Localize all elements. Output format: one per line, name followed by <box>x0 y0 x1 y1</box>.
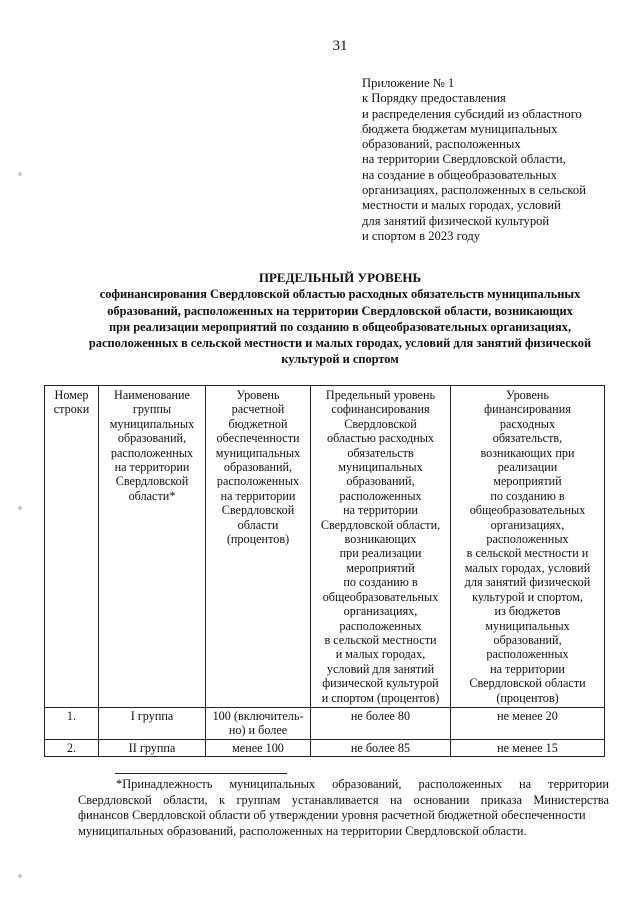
row-number: 2. <box>45 739 99 756</box>
header-line: для занятий физической <box>464 575 591 590</box>
group-name: I группа <box>99 707 206 739</box>
header-line: на территории <box>490 661 565 676</box>
document-title <box>30 270 640 368</box>
header-line: области* <box>128 488 176 503</box>
appendix-line: и спортом в 2023 году <box>362 228 481 243</box>
header-budget-level <box>206 386 311 708</box>
budget-level-line: но) и более <box>228 723 288 738</box>
scan-punch-mark <box>18 172 22 176</box>
header-line: расположенных <box>339 488 422 503</box>
header-line: малых городах, условий <box>464 560 591 575</box>
appendix-line: и распределения субсидий из областного <box>362 106 582 121</box>
title-line: при реализации мероприятий по созданию в общеобразовательных организациях, <box>108 319 572 334</box>
header-line: физической культурой <box>322 676 439 691</box>
header-line: расположенных <box>339 618 422 633</box>
header-min-municipal-financing <box>451 386 605 708</box>
header-line: при реализации <box>339 546 422 561</box>
appendix-reference <box>362 76 632 244</box>
header-line: образований, <box>223 460 293 475</box>
header-line: мероприятий <box>346 560 415 575</box>
table-header-row <box>45 386 605 708</box>
header-max-cofinancing <box>311 386 451 708</box>
header-line: Свердловской <box>115 474 189 489</box>
appendix-line: организациях, расположенных в сельской <box>362 183 586 198</box>
header-line: возникающих <box>344 532 417 547</box>
header-line: областью расходных <box>326 431 435 446</box>
header-line: софинансирования <box>331 402 430 417</box>
page-number: 31 <box>332 38 348 54</box>
header-line: строки <box>53 402 90 417</box>
header-line: расположенных <box>110 445 194 460</box>
appendix-line: Приложение № 1 <box>362 76 455 90</box>
header-line: Номер <box>54 388 89 402</box>
header-line: Предельный уровень <box>325 388 436 402</box>
header-line: на территории <box>220 488 296 503</box>
header-line: и малых городах, <box>335 647 426 662</box>
header-line: в сельской местности <box>324 632 437 647</box>
header-line: Свердловской области, <box>320 517 441 532</box>
header-line: в сельской местности и <box>466 546 589 561</box>
footnote-line: *Принадлежность муниципальных образований, расположенных на территории <box>116 777 609 791</box>
header-line: и спортом (процентов) <box>321 690 440 705</box>
header-line: расчетной <box>231 402 285 417</box>
header-line: (процентов) <box>496 690 559 705</box>
budget-level <box>206 739 311 756</box>
footnote-line: финансов Свердловской области об утверждении уровня расчетной бюджетной обеспеченности <box>78 808 586 823</box>
footnote-separator <box>115 773 287 774</box>
header-line: возникающих при <box>480 445 575 460</box>
header-line: муниципальных <box>215 445 301 460</box>
header-row-number <box>45 386 99 708</box>
title-line: софинансирования Свердловской областью расходных обязательств муниципальных <box>99 287 581 302</box>
budget-level-line: менее 100 <box>232 740 284 755</box>
header-line: Свердловской <box>221 503 295 518</box>
appendix-line: к Порядку предоставления <box>362 91 506 106</box>
min-municipal-financing: не менее 20 <box>451 707 605 739</box>
max-cofinancing: не более 85 <box>311 739 451 756</box>
title-line: культурой и спортом <box>281 352 399 367</box>
header-line: Уровень <box>506 388 549 402</box>
header-line: общеобразовательных <box>322 589 439 604</box>
footnote-line: Свердловской области, к группам устанавливается на основании приказа Министерства <box>78 792 609 807</box>
header-line: организациях, <box>343 604 418 619</box>
header-line: группы <box>132 402 172 417</box>
header-line: расходных <box>499 416 556 431</box>
header-line: расположенных <box>486 647 569 662</box>
table-row <box>45 707 605 739</box>
header-line: Уровень <box>236 388 280 402</box>
header-line: обязательств <box>347 445 414 460</box>
header-line: на территории <box>114 460 190 475</box>
budget-level <box>206 707 311 739</box>
appendix-line: для занятий физической культурой <box>362 213 550 228</box>
budget-level-line: 100 (включитель- <box>212 708 304 723</box>
header-line: на территории <box>343 503 418 518</box>
appendix-line: образований, расположенных <box>362 137 521 152</box>
header-line: по созданию в <box>343 575 418 590</box>
appendix-line: на территории Свердловской области, <box>362 152 566 167</box>
max-cofinancing: не более 80 <box>311 707 451 739</box>
footnote-line: муниципальных образований, расположенных на территории Свердловской области. <box>78 823 527 838</box>
header-line: из бюджетов <box>494 604 561 619</box>
header-group-name <box>99 386 206 708</box>
header-line: общеобразовательных <box>469 503 586 518</box>
header-line: расположенных <box>486 532 569 547</box>
table-row <box>45 739 605 756</box>
header-line: муниципальных <box>485 618 570 633</box>
appendix-line: местности и малых городах, условий <box>362 198 561 213</box>
header-line: муниципальных <box>109 416 195 431</box>
title-line: образований, расположенных на территории Свердловской области, возникающих <box>107 303 573 318</box>
cofinancing-levels-table <box>44 385 605 757</box>
group-name: II группа <box>99 739 206 756</box>
header-line: Наименование <box>114 388 190 402</box>
appendix-line: бюджета бюджетам муниципальных <box>362 121 558 136</box>
header-line: (процентов) <box>226 532 290 547</box>
header-line: финансирования <box>484 402 571 417</box>
header-line: обязательств, <box>492 431 563 446</box>
header-line: расположенных <box>216 474 300 489</box>
header-line: по созданию в <box>490 488 565 503</box>
header-line: культурой и спортом, <box>472 589 583 604</box>
min-municipal-financing: не менее 15 <box>451 739 605 756</box>
scan-punch-mark <box>18 506 22 510</box>
appendix-line: на создание в общеобразовательных <box>362 167 557 182</box>
header-line: образований, <box>493 632 562 647</box>
header-line: бюджетной <box>228 416 288 431</box>
header-line: области <box>237 517 279 532</box>
header-line: организациях, <box>490 517 565 532</box>
scan-punch-mark <box>18 874 22 878</box>
header-line: Свердловской области <box>469 676 586 691</box>
title-line: расположенных в сельской местности и малых городах, условий для занятий физической <box>88 336 592 351</box>
header-line: условий для занятий <box>326 661 435 676</box>
header-line: муниципальных <box>338 460 423 475</box>
footnote <box>78 777 609 839</box>
header-line: обеспеченности <box>216 431 300 446</box>
header-line: образований, <box>346 474 415 489</box>
row-number: 1. <box>45 707 99 739</box>
title-heading: ПРЕДЕЛЬНЫЙ УРОВЕНЬ <box>258 270 422 285</box>
header-line: реализации <box>497 460 558 475</box>
header-line: Свердловской <box>344 416 417 431</box>
header-line: образований, <box>117 431 187 446</box>
header-line: мероприятий <box>493 474 562 489</box>
